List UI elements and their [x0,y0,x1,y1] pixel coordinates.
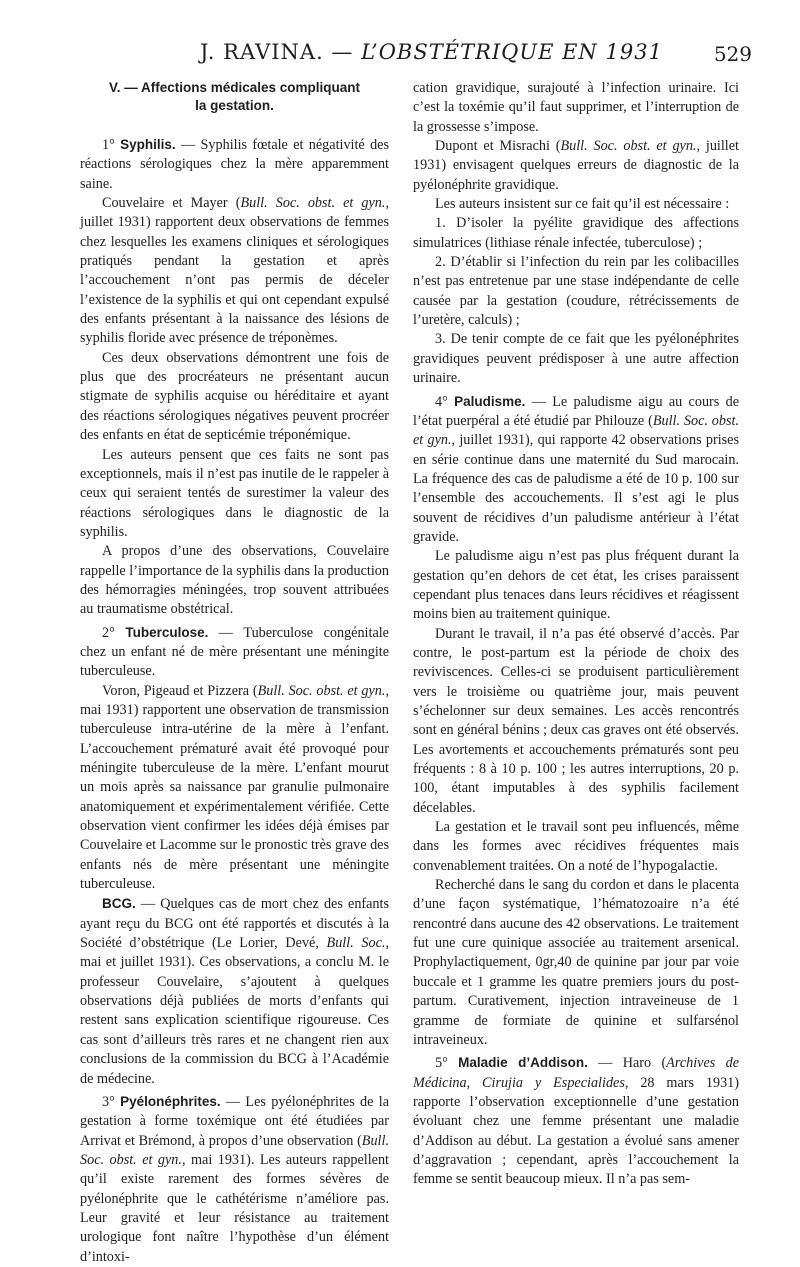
text-run: , mai et juillet 1931). Ces observations, a conclu M. le professeur Couvelaire, s’ajoutent à quelques observations déjà publiées de morts d’enfants qui restent sans explication scientifique rigoureuse. Ces cas sont d’ailleurs très rares et ne changent rien aux conclusions de la commission du BCG à l’Académie de médecine. [80,935,389,1087]
text-run: — Haro ( [587,1055,667,1072]
page-header [0,40,800,70]
paragraph: Ces deux observations démontrent une fois de plus que des procréateurs ne présentant aucun stigmate de syphilis acquise ou héréditaire et ayant des réactions sérologiques négatives peuvent procréer des enfants en état de septicémie tréponémique. [80,349,389,444]
paragraph-voron [80,682,389,895]
paragraph-paludisme [413,392,739,548]
paragraph: Le paludisme aigu n’est pas plus fréquent durant la gestation qu’en dehors de cet état, les crises paraissent cependant plus tenaces dans leurs récidives et réagissent moins bien au traitement quinique. [413,548,739,623]
text-run: , juillet 1931) rapportent deux observations de femmes chez lesquelles les examens cliniques et sérologiques pratiqués pendant la gestation et après l’accouchement n’ont pas permis de déceler l’existence de la syphilis et qui ont cependant expulsé des enfants présentant à la naissance des lésions de syphilis floride avec présence de tréponèmes. [80,195,389,347]
paragraph: Recherché dans le sang du cordon et dans le placenta d’une façon systématique, l’hématozoaire n’a été rencontré dans aucune des 42 observations. Le traitement fut une cure quinique associée au traitement arsenical. Prophylactiquement, 0gr,40 de quinine par jour par voie buccale et 1 gramme les quatre premiers jours du post-partum. Curativement, injection intraveineuse de 1 gramme de formiate de quinine et sulfarsénol intraveineux. [413,877,739,1048]
running-title-subject: L’OBSTÉTRIQUE EN 1931 [361,40,663,64]
citation: Bull. Soc. [326,935,386,952]
subheading-syphilis: Syphilis. [120,137,176,152]
text-run: — Le paludisme aigu au cours de l’état puerpéral a été étudié par Philouze ( [413,393,739,429]
citation: Archives de Médicina, Cirujia y Especialides [413,1055,739,1091]
paragraph: Durant le travail, il n’a pas été observé d’accès. Par contre, le post-partum est la période de choix des reviviscences. Celles-ci se produisent particulièrement vers le troisième ou quatrième jour, mais peuvent s’échelonner sur deux semaines. Les accès rencontrés sont en général bénins ; deux cas graves ont été observés. Les avortements et accouchements prématurés sont peu fréquents : 8 à 10 p. 100 ; les autres interruptions, 20 p. 100, étant imputables à des syphilis facilement décelables. [413,625,739,816]
paragraph-continuation: cation gravidique, surajouté à l’infection urinaire. Ici c’est la toxémie qu’il faut supprimer, et l’interruption de la grossesse s’impose. [413,80,739,135]
paragraph: Les auteurs insistent sur ce fait qu’il est nécessaire : [435,196,730,213]
citation: Bull. Soc. obst. et gyn. [240,195,386,212]
page-number: 529 [713,42,752,66]
text-run: — Les pyélonéphrites de la gestation à forme toxémique ont été étudiées par Arrivat et Brémond, à propos d’une observation ( [80,1093,389,1149]
section-heading-line-2: la gestation. [195,98,274,113]
subheading-bcg: BCG. [102,896,136,912]
paragraph-tuberculose [80,623,389,682]
tuberculose-text: — Tuberculose congénitale chez un enfant né de mère présentant une méningite tuberculeuse. [80,624,389,680]
text-run: , 28 mars 1931) rapporte l’observation exceptionnelle d’une gestation évoluant chez une femme présentant une maladie d’Addison au début. La gestation a évolué sans amener d’aggravation ; cependant, après l’accouchement la femme se sentit beaucoup mieux. Il n’a pas sem- [413,1074,739,1188]
list-item: 3. De tenir compte de ce fait que les pyélonéphrites gravidiques peuvent prédisposer à une autre affection urinaire. [413,331,739,387]
paragraph-pyelonephrites [80,1092,389,1267]
paragraph-bcg [80,894,389,1088]
syphilis-number: 1° [102,137,121,153]
text-run: , mai 1931). Les auteurs rappellent qu’il existe rarement des formes sévères de pyélonéphrite que le cathétérisme n’améliore pas. Leur gravité et leur résistance au traitement urologique font naître l’hypothèse d’un élément d’intoxi- [80,1151,389,1265]
subheading-pyelonephrites: Pyélonéphrites. [120,1093,221,1109]
syphilis-text: — Syphilis fœtale et négativité des réactions sérologiques chez la mère apparemment saine. [80,137,389,192]
section-heading [80,79,389,115]
paragraph: La gestation et le travail sont peu influencés, même dans les formes avec récidives fréquentes mais convenablement traitées. On a noté de l’hypogalactie. [413,819,739,874]
list-item: 2. D’établir si l’infection du rein par les colibacilles n’est pas entretenue par une stase indépendante de celle causée par la gestation (coudure, rétrécissements de l’uretère, calculs) ; [413,254,739,329]
text-run: Dupont et Misrachi ( [435,138,561,155]
subheading-tuberculose: Tuberculose. [125,624,209,640]
addison-number: 5° [435,1055,459,1072]
subheading-paludisme: Paludisme. [454,393,526,409]
citation: Bull. Soc. obst. et gyn. [560,138,697,155]
citation: Bull. Soc. obst. et gyn. [413,412,739,449]
pyelonephrites-number: 3° [102,1093,121,1110]
running-title-author: J. RAVINA. [200,40,324,64]
paludisme-number: 4° [435,393,455,410]
paragraph: A propos d’une des observations, Couvelaire rappelle l’importance de la syphilis dans la production des hémorragies méningées, trop souvent attribuées au traumatisme obstétrical. [80,543,389,618]
right-column [413,79,739,1190]
running-title [200,40,663,64]
left-column [80,79,389,1267]
text-run: Voron, Pigeaud et Pizzera ( [102,682,258,699]
text-run: Couvelaire et Mayer ( [102,195,241,212]
subheading-addison: Maladie d’Addison. [458,1055,588,1071]
paragraph: Les auteurs pensent que ces faits ne sont pas exceptionnels, mais il n’est pas inutile de le rappeler à ceux qui seraient tentés de surestimer la valeur des réactions sérologiques dans le diagnostic de la syphilis. [80,446,389,540]
text-run: , juillet 1931) envisagent quelques erreurs de diagnostic de la pyélonéphrite gravidique. [413,138,739,193]
citation: Bull. Soc. obst. et gyn. [80,1132,389,1168]
text-run: , juillet 1931), qui rapporte 42 observations prises en série continue dans une maternité du Sud marocain. La fréquence des cas de paludisme a été de 10 p. 100 sur l’ensemble des accouchements. Il s’est agi le plus souvent de récidives d’un paludisme antérieur à l’état gravide. [413,432,739,545]
paragraph-dupont-misrachi [413,137,739,195]
paragraph-couvelaire-mayer [80,194,389,349]
section-heading-line-1: V. — Affections médicales compliquant [108,80,361,95]
tuberculose-number: 2° [102,624,126,641]
paragraph-addison [413,1053,739,1189]
citation: Bull. Soc. obst. et gyn. [257,682,386,699]
text-run: , mai 1931) rapportent une observation de transmission tuberculeuse intra-utérine de la mère à l’enfant. L’accouchement prématuré avait été provoqué pour méningite tuberculeuse de la mère. L’enfant mourut un mois après sa naissance par granulie pulmonaire anatomiquement et expérimentalement vérifiée. Cette observation vient confirmer les idées déjà émises par Couvelaire et Lacomme sur le pronostic très grave des enfants nés de mère présentant une méningite tuberculeuse. [80,682,389,893]
running-title-dash: — [323,40,362,64]
text-run: — Quelques cas de mort chez des enfants ayant reçu du BCG ont été rapportés et discutés à la Société d’obstétrique (Le Lorier, Devé, [80,896,389,952]
paragraph-syphilis [80,135,389,194]
list-item: 1. D’isoler la pyélite gravidique des affections simulatrices (lithiase rénale infectée, tuberculose) ; [413,215,739,251]
